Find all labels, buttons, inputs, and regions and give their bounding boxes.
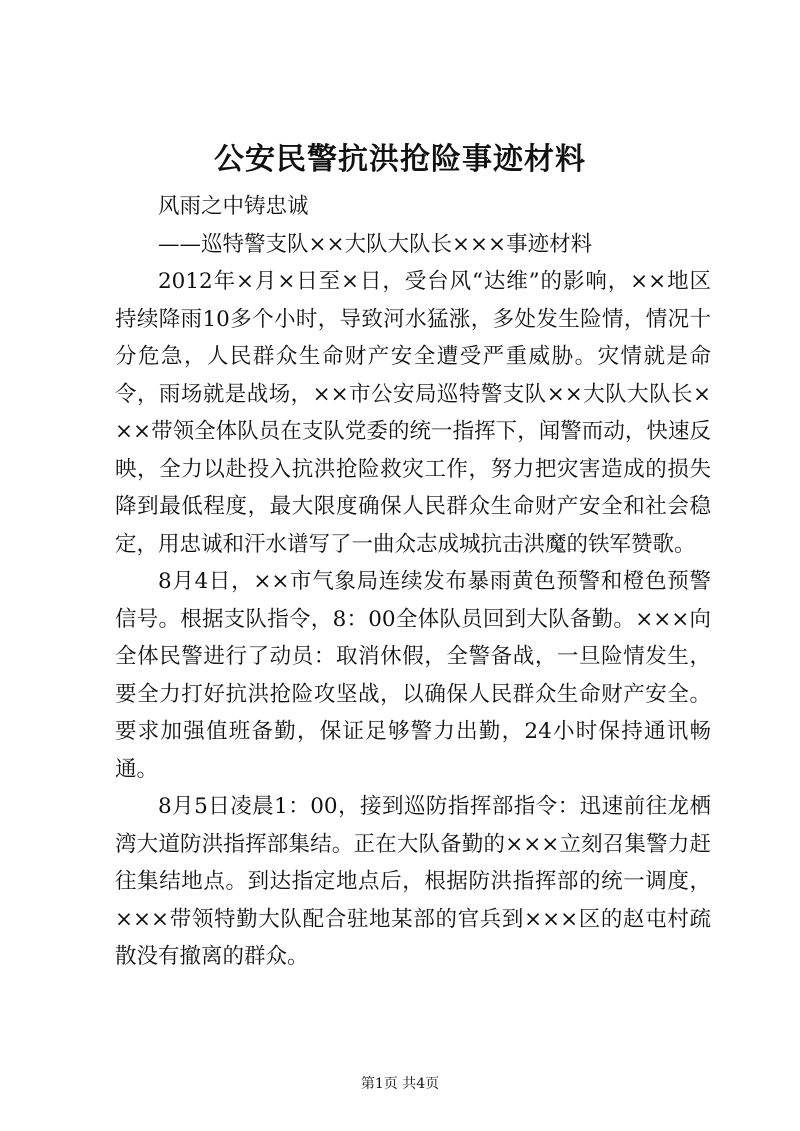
paragraph-1: 2012年×月×日至×日，受台风“达维”的影响，××地区持续降雨10多个小时，导致河水猛涨，多处发生险情，情况十分危急，人民群众生命财产安全遭受严重威胁。灾情就是命令，雨场就是战场，××市公安局巡特警支队××大队大队长×××带领全体队员在支队党委的统一指挥下，闻警而动，快速反映，全力以赴投入抗洪抢险救灾工作，努力把灾害造成的损失降到最低程度，最大限度确保人民群众生命财产安全和社会稳定，用忠诚和汗水谱写了一曲众志成城抗击洪魔的铁军赞歌。 — [115, 269, 711, 557]
byline: ——巡特警支队××大队大队长×××事迹材料 — [158, 231, 593, 257]
paragraph-3: 8月5日凌晨1：00，接到巡防指挥部指令：迅速前往龙栖湾大道防洪指挥部集结。正在大队备勤的×××立刻召集警力赶往集结地点。到达指定地点后，根据防洪指挥部的统一调度，×××带领特勤大队配合驻地某部的官兵到×××区的赵屯村疏散没有撤离的群众。 — [115, 794, 711, 969]
document-body — [115, 188, 711, 976]
subtitle: 风雨之中铸忠诚 — [158, 194, 309, 219]
paragraph-2: 8月4日，××市气象局连续发布暴雨黄色预警和橙色预警信号。根据支队指令，8：00全体队员回到大队备勤。×××向全体民警进行了动员：取消休假，全警备战，一旦险情发生，要全力打好抗洪抢险攻坚战，以确保人民群众生命财产安全。要求加强值班备勤，保证足够警力出勤，24小时保持通讯畅通。 — [115, 569, 711, 782]
page-footer: 第1页 共4页 — [360, 1076, 440, 1092]
document-title: 公安民警抗洪抢险事迹材料 — [214, 142, 586, 177]
